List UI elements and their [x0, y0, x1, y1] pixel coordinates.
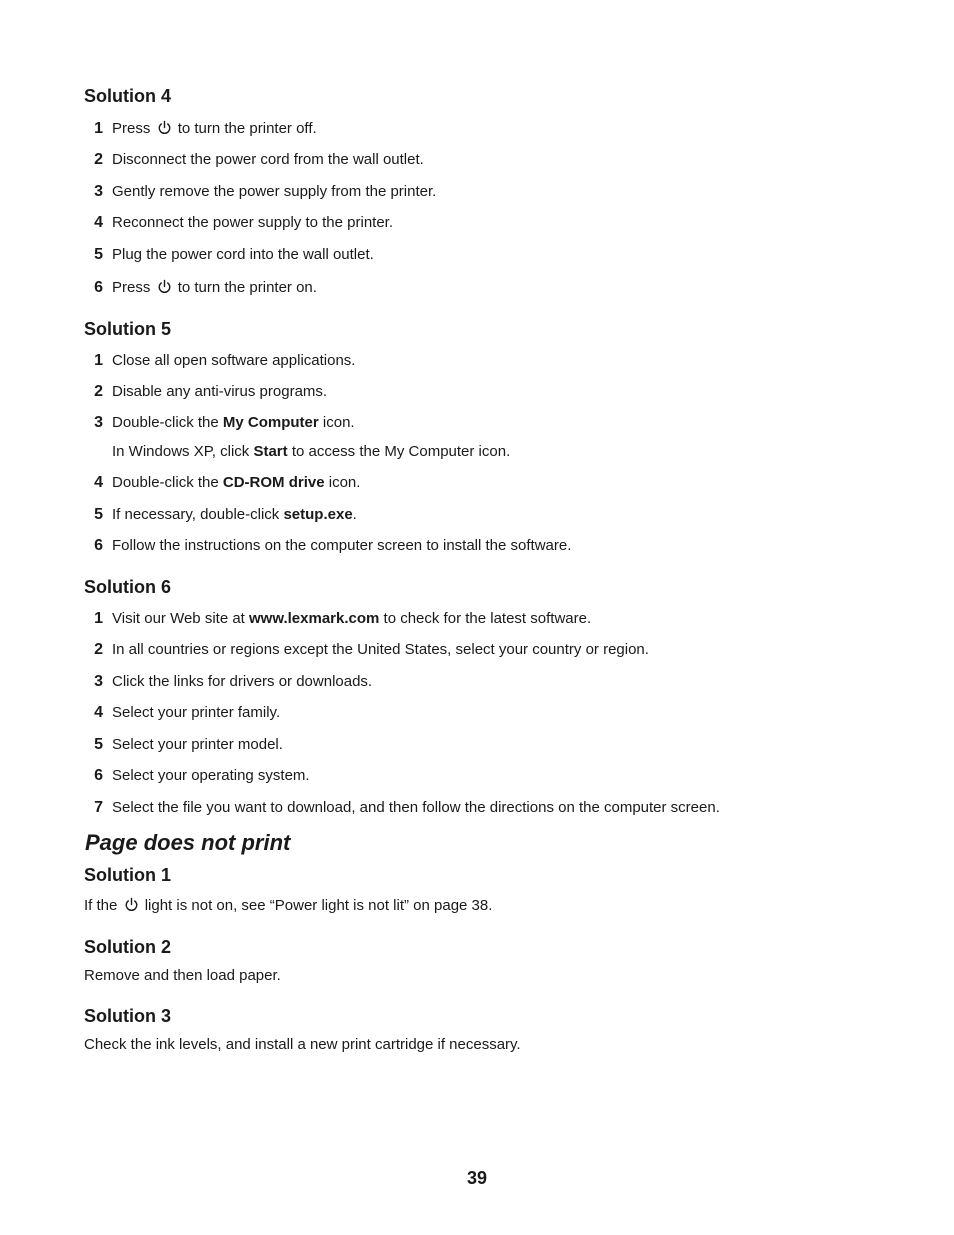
pdnp-solution-2-text: Remove and then load paper. — [84, 967, 281, 984]
power-icon — [157, 120, 172, 135]
solution-5-heading: Solution 5 — [84, 319, 171, 339]
pdnp-solution-2-heading: Solution 2 — [84, 937, 171, 957]
pdnp-solution-3-heading: Solution 3 — [84, 1006, 171, 1026]
section-title: Page does not print — [85, 830, 291, 855]
solution-4-heading: Solution 4 — [84, 86, 171, 106]
step-note: In Windows XP, click Start to access the My Computer icon. — [112, 443, 511, 460]
pdnp-solution-3-text: Check the ink levels, and install a new print cartridge if necessary. — [84, 1036, 521, 1053]
pdnp-solution-1-heading: Solution 1 — [84, 865, 171, 885]
page-number: 39 — [466, 1168, 488, 1188]
power-icon — [124, 897, 139, 912]
solution-6-heading: Solution 6 — [84, 577, 171, 597]
pdnp-solution-1-text: If the light is not on, see “Power light is not lit” on page 38. — [84, 897, 493, 914]
power-icon — [157, 279, 172, 294]
